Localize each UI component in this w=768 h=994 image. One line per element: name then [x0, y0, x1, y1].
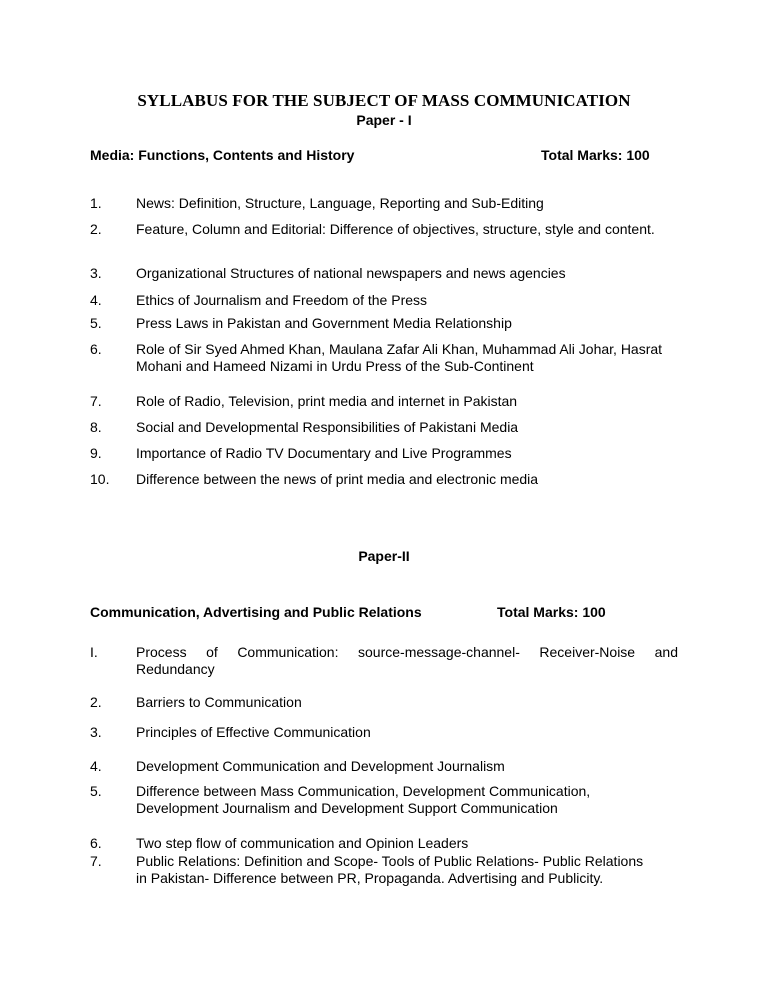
item-text: Ethics of Journalism and Freedom of the Press: [136, 292, 428, 308]
item-text: Role of Sir Syed Ahmed Khan, Maulana Zafar Ali Khan, Muhammad Ali Johar, Hasrat Mohani and Hameed Nizami in Urdu Press of the Sub-Continent: [136, 341, 663, 374]
list-item: [90, 419, 678, 436]
item-text: Public Relations: Definition and Scope- Tools of Public Relations- Public Relations in Pakistan- Difference between PR, Propaganda. Advertising and Publicity.: [136, 853, 644, 886]
paper-2-label: Paper-II: [358, 548, 410, 564]
item-text: Difference between Mass Communication, Development Communication, Development Journalism and Development Support Communication: [136, 783, 591, 816]
item-number: 3.: [90, 265, 102, 281]
list-item: [90, 694, 678, 711]
paper-2-heading: Communication, Advertising and Public Relations: [90, 604, 422, 620]
paper-2-total-marks: Total Marks: 100: [497, 604, 606, 620]
item-text: Development Communication and Development Journalism: [136, 758, 505, 774]
list-item: [90, 221, 678, 238]
item-text: Principles of Effective Communication: [136, 724, 371, 740]
item-text: Press Laws in Pakistan and Government Media Relationship: [136, 315, 512, 331]
item-number: 7.: [90, 853, 102, 869]
list-item: [90, 341, 678, 375]
list-item: [90, 265, 678, 282]
item-text: Barriers to Communication: [136, 694, 302, 710]
list-item: [90, 315, 678, 332]
item-text: Feature, Column and Editorial: Difference of objectives, structure, style and content.: [136, 221, 655, 237]
item-text: Social and Developmental Responsibilities of Pakistani Media: [136, 419, 519, 435]
item-number: 1.: [90, 195, 102, 211]
list-item: [90, 835, 678, 852]
paper-1-label: Paper - I: [356, 112, 412, 128]
list-item: [90, 292, 678, 309]
item-number: 9.: [90, 445, 102, 461]
item-number: 2.: [90, 221, 102, 237]
paper-1-heading: Media: Functions, Contents and History: [90, 147, 355, 163]
item-text: News: Definition, Structure, Language, Reporting and Sub-Editing: [136, 195, 544, 211]
item-number: I.: [90, 644, 98, 660]
list-item: [90, 644, 678, 678]
item-number: 2.: [90, 694, 102, 710]
item-number: 7.: [90, 393, 102, 409]
item-text: Difference between the news of print media and electronic media: [136, 471, 539, 487]
list-item: [90, 471, 678, 488]
item-number: 4.: [90, 292, 102, 308]
item-number: 10.: [90, 471, 110, 487]
item-number: 4.: [90, 758, 102, 774]
item-number: 6.: [90, 341, 102, 357]
item-number: 3.: [90, 724, 102, 740]
list-item: [90, 724, 678, 741]
list-item: [90, 853, 678, 887]
list-item: [90, 195, 678, 212]
list-item: [90, 393, 678, 410]
item-text: Organizational Structures of national newspapers and news agencies: [136, 265, 566, 281]
paper-1-total-marks: Total Marks: 100: [541, 147, 650, 163]
item-text: Process of Communication: source-message-channel- Receiver-Noise and Redundancy: [136, 644, 678, 677]
document-title: SYLLABUS FOR THE SUBJECT OF MASS COMMUNICATION: [137, 91, 631, 110]
item-number: 5.: [90, 783, 102, 799]
item-text: Importance of Radio TV Documentary and Live Programmes: [136, 445, 512, 461]
item-text: Two step flow of communication and Opinion Leaders: [136, 835, 469, 851]
list-item: [90, 445, 678, 462]
list-item: [90, 758, 678, 775]
item-text: Role of Radio, Television, print media and internet in Pakistan: [136, 393, 518, 409]
item-number: 8.: [90, 419, 102, 435]
item-number: 5.: [90, 315, 102, 331]
list-item: [90, 783, 678, 817]
item-number: 6.: [90, 835, 102, 851]
